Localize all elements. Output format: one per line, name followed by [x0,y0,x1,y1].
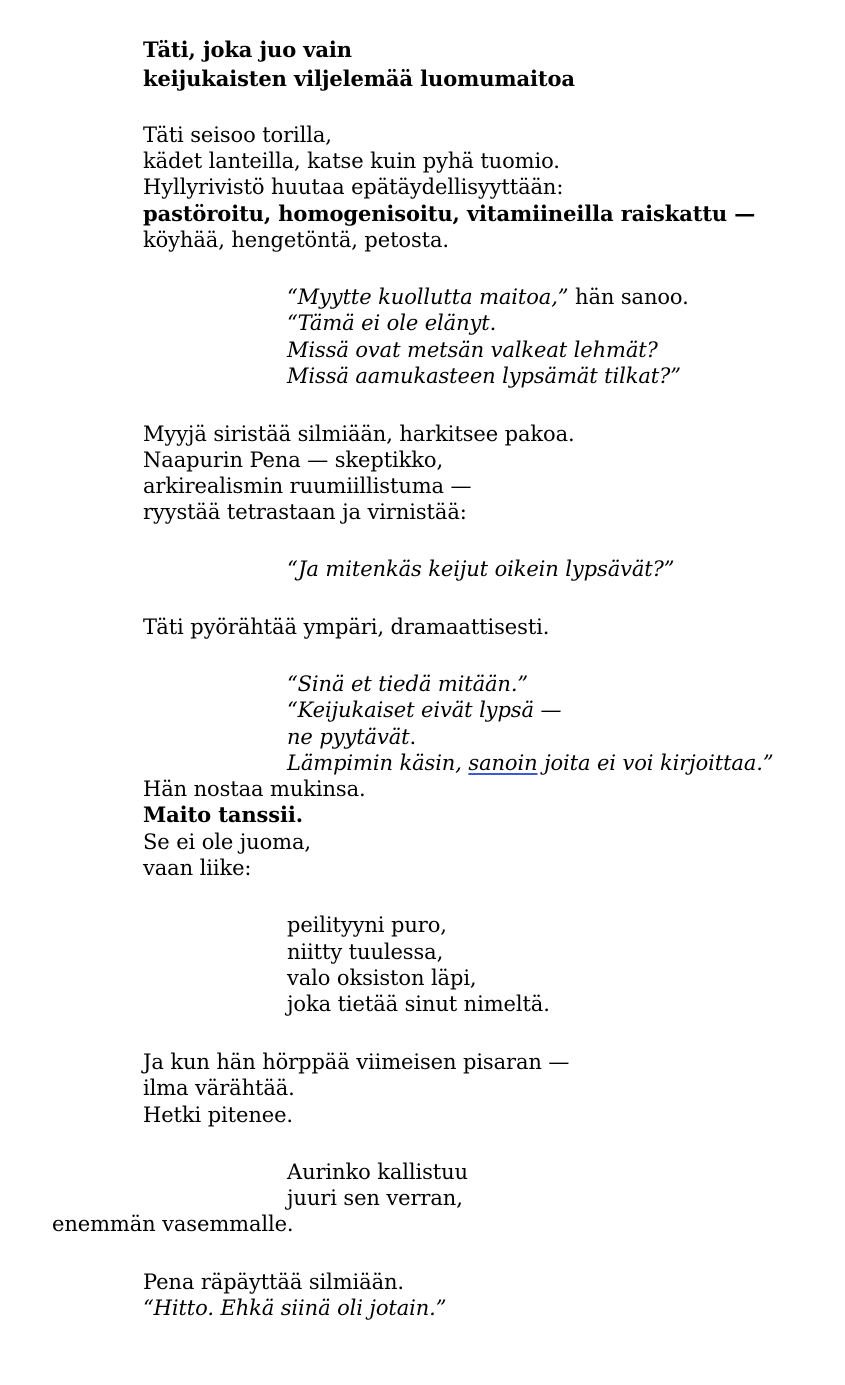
quote1-line-2-period: . [489,311,497,335]
sun-line-1: Aurinko kallistuu [287,1160,468,1184]
ending-line-2: “Hitto. Ehkä siinä oli jotain.” [143,1296,447,1320]
stanza1-line-2: kädet lanteilla, katse kuin pyhä tuomio. [143,149,560,173]
quote3-line-1: “Sinä et tiedä mitään.” [287,672,529,696]
quote3-line-2: “Keijukaiset eivät lypsä — [287,698,562,722]
quote3-line-4 [287,750,773,776]
indented-line-1: peilityyni puro, [287,913,447,937]
indented-line-2: niitty tuulessa, [287,940,444,964]
sun-line-2: juuri sen verran, [287,1186,463,1210]
quote1-line-1-tag: hän sanoo. [568,285,689,309]
stanza1-line-3: Hyllyrivistö huutaa epätäydellisyyttään: [143,175,564,199]
quote3-line-3-period: . [409,725,417,749]
quote3-line-4-end: joita ei voi kirjoittaa.” [537,751,774,775]
quote1-line-2 [287,310,496,336]
ending-line-1: Pena räpäyttää silmiään. [143,1270,404,1294]
quote1-line-1-quote: “Myytte kuollutta maitoa,” [287,285,569,309]
stanza2-line-2: Naapurin Pena — skeptikko, [143,448,444,472]
stanza2-line-4: ryystää tetrastaan ja virnistää: [143,500,467,524]
stanza3-line: Täti pyörähtää ympäri, dramaattisesti. [143,615,550,639]
stanza5-line-1: Ja kun hän hörppää viimeisen pisaran — [143,1050,570,1074]
indented-line-3: valo oksiston läpi, [287,966,477,990]
poem-title-line-2: keijukaisten viljelemää luomumaitoa [143,66,575,91]
quote3-line-3 [287,724,416,750]
quote1-line-3: Missä ovat metsän valkeat lehmät? [287,338,658,362]
quote2-line: “Ja mitenkäs keijut oikein lypsävät?” [287,557,675,581]
quote1-line-4: Missä aamukasteen lypsämät tilkat?” [287,364,681,388]
stanza1-line-4: pastöroitu, homogenisoitu, vitamiineilla raiskattu — [143,201,756,226]
stanza5-line-3: Hetki pitenee. [143,1103,293,1127]
indented-line-4: joka tietää sinut nimeltä. [287,992,550,1016]
quote1-line-1 [287,284,689,310]
stanza4-line-3: Se ei ole juoma, [143,830,311,854]
stanza2-line-1: Myyjä siristää silmiään, harkitsee pakoa. [143,422,575,446]
stanza1-line-1: Täti seisoo torilla, [143,123,332,147]
quote1-line-2-quote: “Tämä ei ole elänyt [287,311,490,335]
quote3-line-3-text: ne pyytävät [287,725,410,749]
stanza4-line-4: vaan liike: [143,856,252,880]
stanza1-line-5: köyhää, hengetöntä, petosta. [143,228,449,252]
stanza2-line-3: arkirealismin ruumiillistuma — [143,474,472,498]
quote3-line-4-start: Lämpimin käsin, [287,751,469,775]
spellcheck-flagged-word[interactable]: sanoin [468,751,538,775]
poem-title-line-1: Täti, joka juo vain [143,37,352,62]
sun-line-3: enemmän vasemmalle. [52,1212,294,1236]
stanza4-line-1: Hän nostaa mukinsa. [143,777,366,801]
stanza4-line-2: Maito tanssii. [143,802,303,827]
stanza5-line-2: ilma värähtää. [143,1076,295,1100]
